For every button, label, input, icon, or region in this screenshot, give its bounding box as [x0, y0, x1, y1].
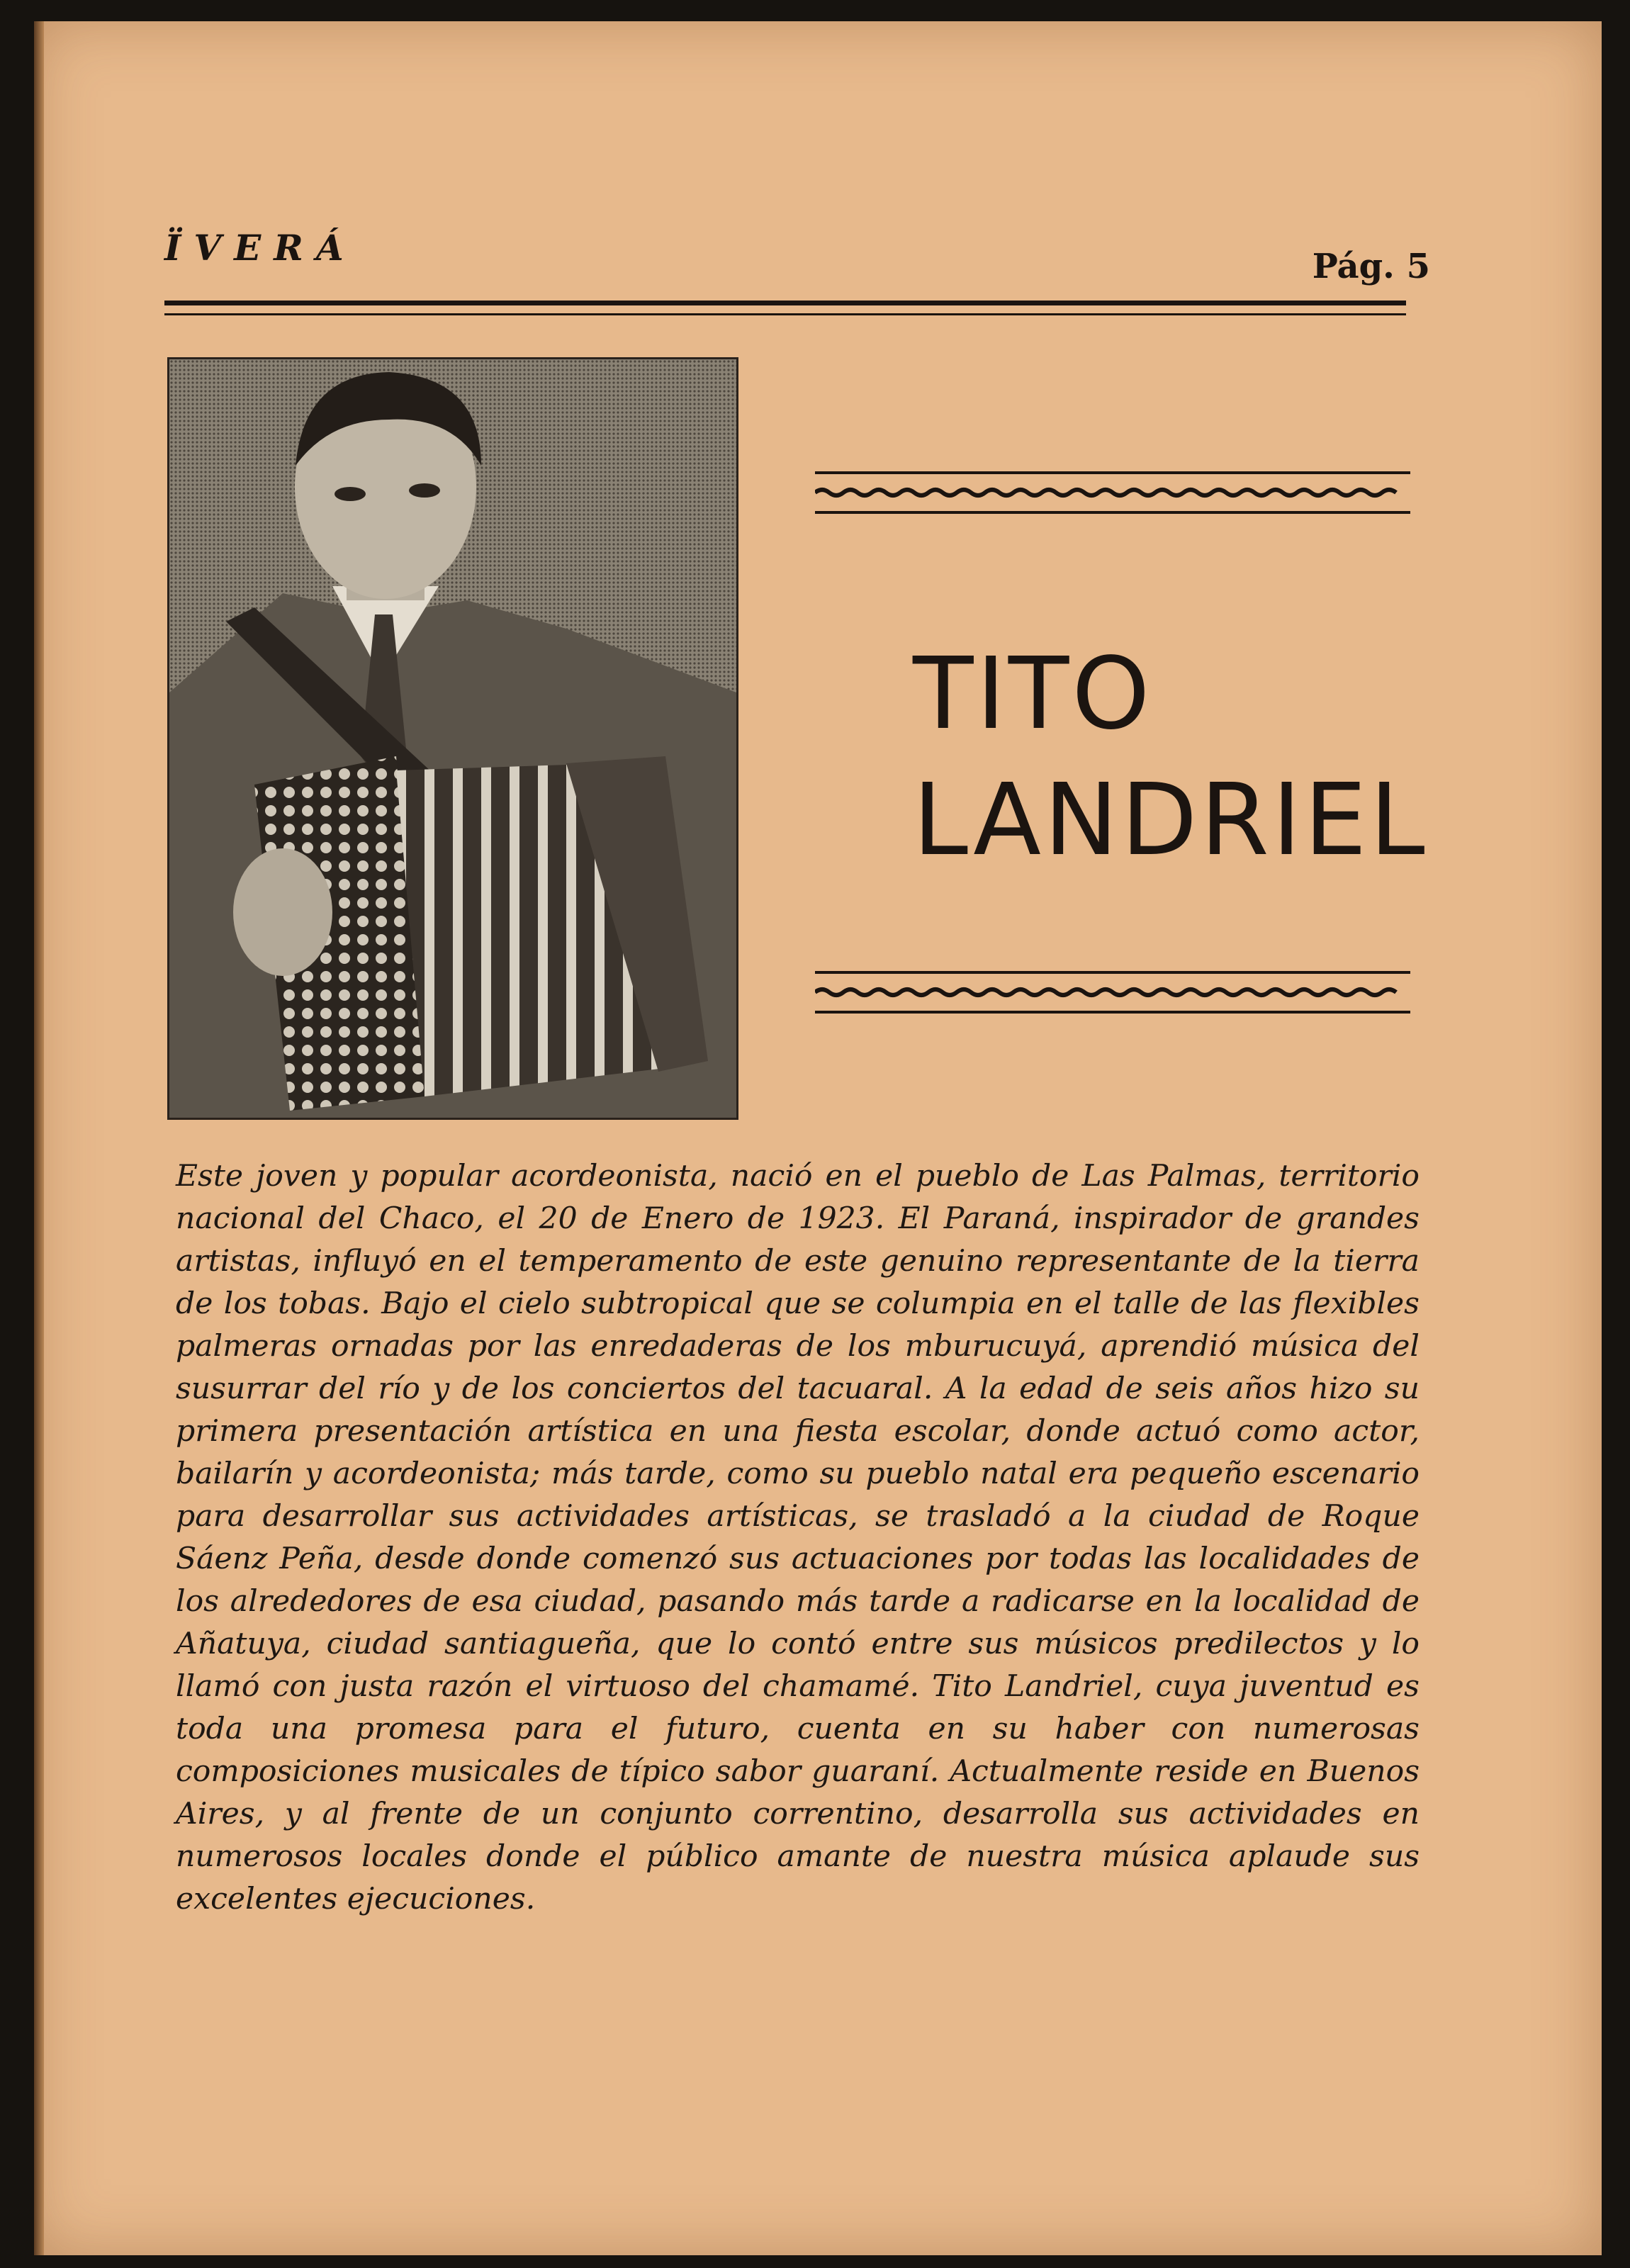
- article-title-line-2: LANDRIEL: [913, 763, 1428, 878]
- article-title-line-1: TITO: [913, 636, 1153, 752]
- wavy-ornament: [815, 490, 1396, 495]
- photo-illustration: [169, 359, 736, 1118]
- wavy-ornament: [815, 989, 1396, 995]
- header-rule: [164, 301, 1406, 305]
- page-spine-shadow: [34, 21, 44, 2255]
- article-body: Este joven y popular acordeonista, nació en el pueblo de Las Palmas, territorio nacional del Chaco, el 20 de Enero de 1923. El Paraná, inspirador de grandes artistas, influyó en el temperamento de este genuino representante de la tierra de los tobas. Bajo el cielo subtropical que se columpia en el talle de las flexibles palmeras ornadas por las enredaderas de los mburucuyá, aprendió música del susurrar del río y de los conciertos del tacuaral. A la edad de seis años hizo su primera presentación artística en una fiesta escolar, donde actuó como actor, bailarín y acordeonista; más tarde, como su pueblo natal era pequeño escenario para desarrollar sus actividades artísticas, se trasladó a la ciudad de Roque Sáenz Peña, desde donde comenzó sus actuaciones por todas las localidades de los alrededores de esa ciudad, pasando más tarde a radicarse en la localidad de Añatuya, ciudad santiagueña, que lo contó entre sus músicos predilectos y lo llamó con justa razón el virtuoso del chamamé. Tito Landriel, cuya juventud es toda una promesa para el futuro, cuenta en su haber con numerosas composiciones musicales de típico sabor guaraní. Actualmente reside en Buenos Aires, y al frente de un conjunto correntino, desarrolla sus actividades en numerosos locales donde el público amante de nuestra música aplaude sus excelentes ejecuciones.: [176, 1159, 1420, 1916]
- portrait-accordionist-photo: [167, 357, 738, 1120]
- magazine-page: [34, 21, 1602, 2255]
- magazine-name: ÏVERÁ: [164, 227, 356, 269]
- title-divider-bottom: [815, 964, 1410, 1021]
- page-number: Pág. 5: [1312, 247, 1430, 286]
- title-divider-top: [815, 464, 1410, 521]
- header-rule-thin: [164, 313, 1406, 315]
